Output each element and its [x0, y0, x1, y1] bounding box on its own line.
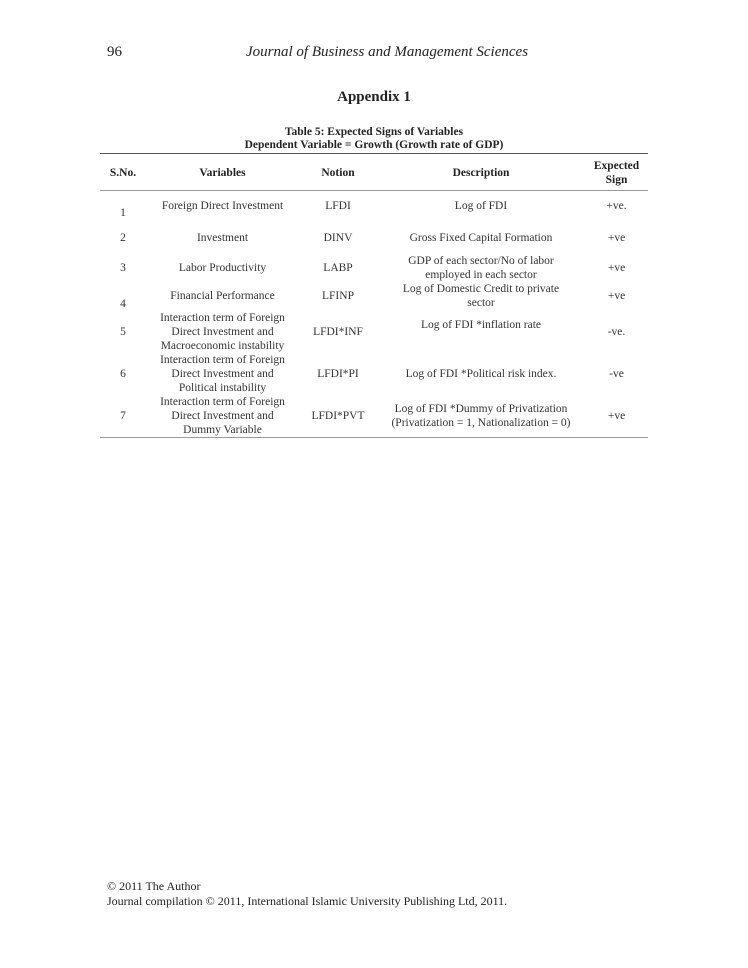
row-5-sno: 5	[120, 326, 126, 338]
table-header-rule	[100, 190, 648, 191]
header-expected-sign	[585, 159, 648, 187]
row-7-description-line-1: Log of FDI *Dummy of Privatization	[394, 403, 568, 415]
row-4-description-line-1: Log of Domestic Credit to private	[402, 283, 560, 295]
row-7-description-line-2: (Privatization = 1, Nationalization = 0)	[391, 417, 571, 429]
header-notion: Notion	[321, 167, 355, 179]
row-2-sno: 2	[120, 232, 126, 244]
header-sno: S.No.	[109, 167, 137, 179]
header-expected-label: Expected	[593, 160, 640, 172]
row-5-description: Log of FDI *inflation rate	[420, 319, 542, 331]
row-7-variable-line-2: Direct Investment and	[171, 410, 274, 422]
row-4-sign: +ve	[607, 290, 626, 302]
row-1-notion: LFDI	[325, 200, 351, 212]
table-caption-title: Table 5: Expected Signs of Variables	[284, 126, 464, 138]
row-4-variable: Financial Performance	[170, 290, 275, 302]
row-5-variable-line-2: Direct Investment and	[171, 326, 274, 338]
footer-copyright: © 2011 The Author	[107, 879, 201, 893]
row-7-variable-line-1: Interaction term of Foreign	[160, 396, 285, 408]
header-sign-label: Sign	[605, 174, 628, 186]
row-1-description: Log of FDI	[454, 200, 508, 212]
page-number: 96	[107, 44, 122, 60]
row-5-variable-line-3: Macroeconomic instability	[160, 340, 285, 352]
row-4-sno: 4	[120, 298, 126, 310]
row-3-description-line-2: employed in each sector	[425, 269, 537, 281]
row-2-notion: DINV	[323, 232, 353, 244]
row-7-description	[381, 402, 581, 430]
row-7-variable	[150, 395, 295, 437]
table-caption	[100, 126, 648, 152]
row-7-sign: +ve	[607, 410, 626, 422]
header-description: Description	[452, 167, 510, 179]
row-4-notion: LFINP	[322, 290, 354, 302]
row-6-variable-line-2: Direct Investment and	[171, 368, 274, 380]
row-7-sno: 7	[120, 410, 126, 422]
row-3-sno: 3	[120, 262, 126, 274]
row-2-variable: Investment	[196, 232, 249, 244]
row-5-variable	[150, 311, 295, 353]
row-6-sign: -ve	[609, 368, 624, 380]
row-1-sign: +ve.	[606, 200, 627, 212]
row-7-variable-line-3: Dummy Variable	[183, 424, 262, 436]
journal-title: Journal of Business and Management Sciences	[246, 44, 529, 60]
row-6-variable-line-3: Political instability	[178, 382, 267, 394]
appendix-title: Appendix 1	[337, 89, 411, 105]
row-6-description: Log of FDI *Political risk index.	[405, 368, 557, 380]
row-6-variable-line-1: Interaction term of Foreign	[160, 354, 285, 366]
row-5-variable-line-1: Interaction term of Foreign	[160, 312, 285, 324]
row-5-sign: -ve.	[607, 326, 626, 338]
row-1-variable: Foreign Direct Investment	[161, 200, 284, 212]
row-5-notion: LFDI*INF	[313, 326, 363, 338]
row-3-description-line-1: GDP of each sector/No of labor	[408, 255, 554, 267]
row-6-notion: LFDI*PI	[317, 368, 359, 380]
row-3-description	[381, 254, 581, 282]
row-6-sno: 6	[120, 368, 126, 380]
row-4-description-line-2: sector	[467, 297, 495, 309]
table-bottom-rule	[100, 437, 648, 438]
table-caption-subtitle: Dependent Variable = Growth (Growth rate of GDP)	[244, 139, 504, 151]
row-2-description: Gross Fixed Capital Formation	[409, 232, 553, 244]
table-top-rule	[100, 153, 648, 154]
row-1-sno: 1	[120, 207, 126, 219]
row-6-variable	[150, 353, 295, 395]
row-4-description	[381, 282, 581, 310]
row-7-notion: LFDI*PVT	[311, 410, 365, 422]
row-3-sign: +ve	[607, 262, 626, 274]
footer-compilation: Journal compilation © 2011, International Islamic University Publishing Ltd, 2011.	[107, 894, 508, 908]
row-3-notion: LABP	[323, 262, 353, 274]
header-variables: Variables	[199, 167, 246, 179]
row-3-variable: Labor Productivity	[178, 262, 267, 274]
row-2-sign: +ve	[607, 232, 626, 244]
